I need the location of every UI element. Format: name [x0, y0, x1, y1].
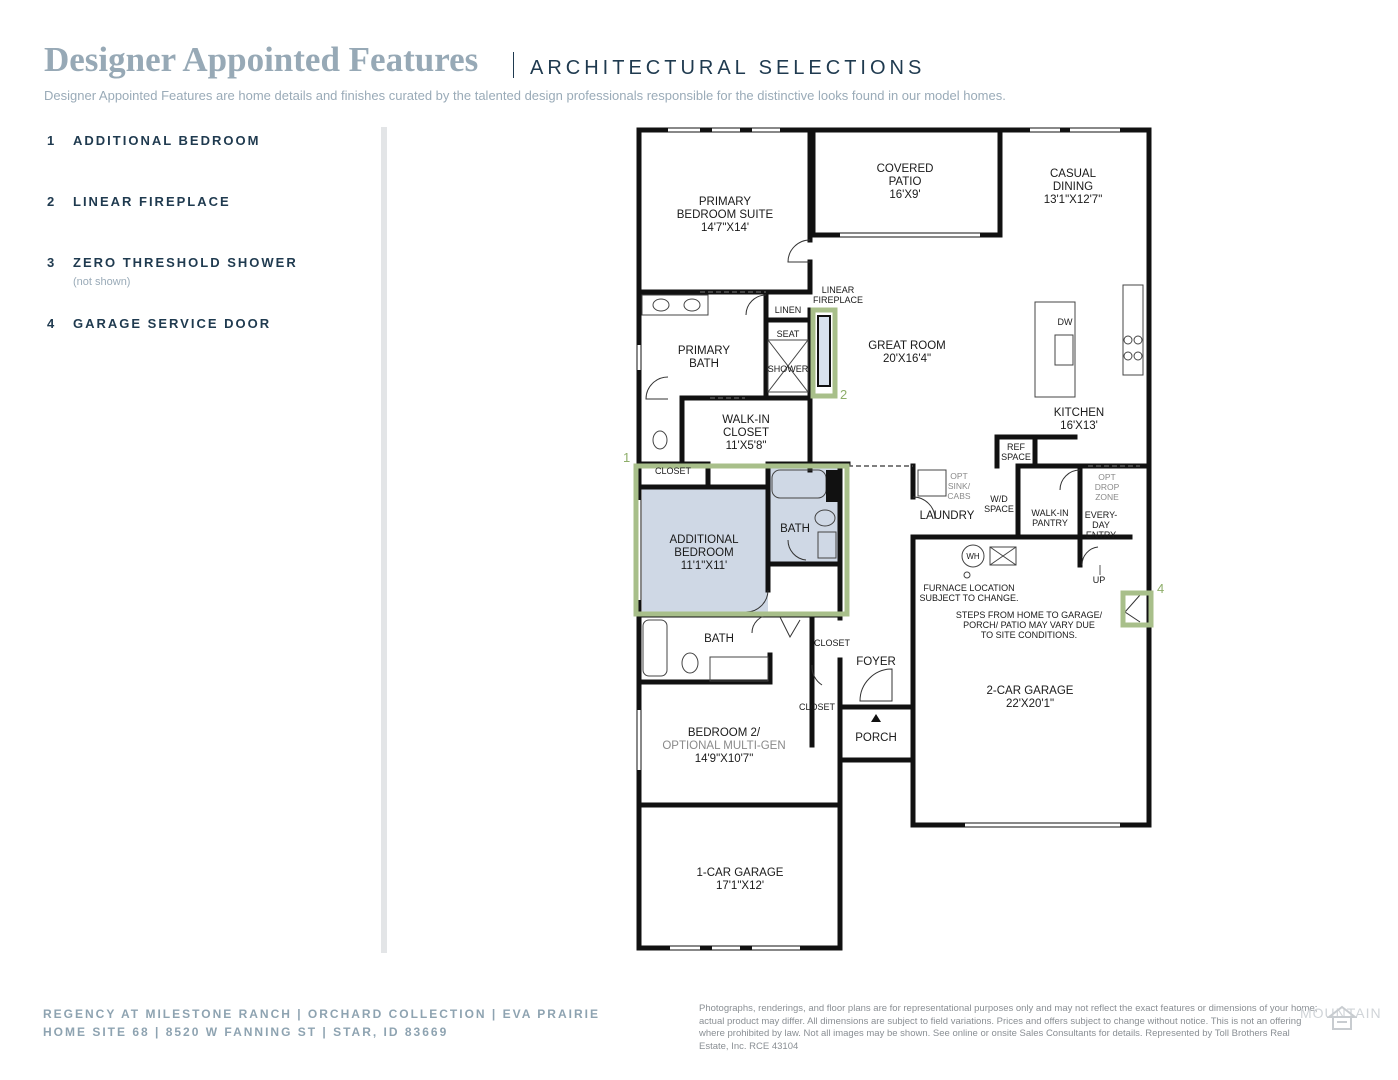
primary-bath-label: PRIMARY	[677, 345, 731, 357]
ref-space-label-2: SPACE	[1001, 452, 1031, 462]
feature-number: 1	[47, 133, 57, 148]
primary-suite-label-2: BEDROOM SUITE	[676, 209, 774, 221]
additional-bedroom-label-2: BEDROOM	[674, 547, 734, 559]
bedroom2-label-2: OPTIONAL MULTI-GEN	[662, 740, 786, 752]
watermark: MOUNTAIN	[1300, 1005, 1382, 1021]
walkin-pantry-label: WALK-IN	[1031, 508, 1069, 518]
seat-label: SEAT	[776, 329, 800, 339]
primary-suite-label: PRIMARY	[698, 196, 752, 208]
porch-arrow-icon	[871, 714, 881, 722]
garage2-size: 22'X20'1"	[1005, 698, 1055, 710]
footer-disclaimer: Photographs, renderings, and floor plans are for representational purposes only and may not reflect the exact features or dimensions of your home; actual product may differ. All dimensions are subject to field variations. Prices and offers subject to change without notice. This is not an offering where prohibited by law. Not all images may be shown. See online or onsite Sales Consultants for details. Represented by Toll Brothers Real Estate, Inc. RCE 43104	[699, 1003, 1318, 1052]
opt-drop-label-2: DROP	[1094, 482, 1120, 492]
feature-label: GARAGE SERVICE DOOR	[73, 316, 272, 331]
additional-bedroom-size: 11'1"X11'	[680, 560, 728, 572]
page-subtitle: ARCHITECTURAL SELECTIONS	[530, 57, 926, 79]
walkin-closet-size: 11'X5'8"	[725, 440, 767, 452]
fireplace-icon	[818, 316, 830, 386]
dw-label: DW	[1057, 317, 1073, 327]
steps-note-3: TO SITE CONDITIONS.	[980, 630, 1078, 640]
opt-sink-label-3: CABS	[947, 491, 971, 501]
closet3-label: CLOSET	[798, 702, 836, 712]
wd-space-label-2: SPACE	[984, 504, 1014, 514]
shower-label: SHOWER	[767, 364, 809, 374]
casual-dining-size: 13'1"X12'7"	[1043, 194, 1103, 206]
closet-label: CLOSET	[654, 466, 692, 476]
garage2-label: 2-CAR GARAGE	[986, 685, 1074, 697]
walkin-closet-label: WALK-IN	[722, 414, 770, 426]
marker-4: 4	[1157, 581, 1165, 596]
opt-sink-label: OPT	[950, 471, 968, 481]
bedroom2-label: BEDROOM 2/	[687, 727, 761, 739]
covered-patio-size: 16'X9'	[889, 189, 921, 201]
bath-label: BATH	[780, 523, 810, 535]
great-room-label: GREAT ROOM	[868, 340, 946, 352]
up-label: UP	[1092, 575, 1106, 585]
marker-1: 1	[623, 450, 631, 465]
casual-dining-label: CASUAL	[1049, 168, 1097, 180]
ref-space-label: REF	[1007, 442, 1025, 452]
covered-patio-label: COVERED	[876, 163, 934, 175]
opt-drop-label-3: ZONE	[1095, 492, 1119, 502]
garage1-size: 17'1"X12'	[715, 880, 765, 892]
tub-end	[826, 470, 838, 502]
primary-suite-size: 14'7"X14'	[700, 222, 750, 234]
bath2-label: BATH	[704, 633, 734, 645]
wd-space-label: W/D	[990, 494, 1008, 504]
bedroom2-size: 14'9"X10'7"	[694, 753, 754, 765]
page-title: Designer Appointed Features	[44, 40, 479, 79]
porch-label: PORCH	[855, 732, 897, 744]
garage1-label: 1-CAR GARAGE	[696, 867, 784, 879]
laundry-label: LAUNDRY	[919, 510, 975, 522]
fireplace-label: LINEAR	[821, 285, 855, 295]
walkin-pantry-label-2: PANTRY	[1032, 518, 1068, 528]
covered-patio-label-2: PATIO	[888, 176, 922, 188]
wh-label: WH	[966, 552, 980, 561]
closet2-label: CLOSET	[813, 638, 851, 648]
kitchen-size: 16'X13'	[1060, 420, 1098, 432]
casual-dining-label-2: DINING	[1052, 181, 1094, 193]
feature-number: 2	[47, 194, 57, 209]
opt-sink-label-2: SINK/	[947, 481, 971, 491]
great-room-size: 20'X16'4"	[882, 353, 932, 365]
everyday-entry-label: EVERY-	[1084, 510, 1118, 520]
additional-bedroom-label: ADDITIONAL	[669, 534, 739, 546]
equal-housing-icon	[1327, 1005, 1357, 1037]
feature-label: ADDITIONAL BEDROOM	[73, 133, 261, 148]
foyer-label: FOYER	[856, 656, 896, 668]
furnace-label: FURNACE LOCATION	[923, 583, 1015, 593]
linen-label: LINEN	[774, 305, 802, 315]
steps-note-2: PORCH/ PATIO MAY VARY DUE	[963, 620, 1095, 630]
feature-number: 4	[47, 316, 57, 331]
walkin-closet-label-2: CLOSET	[722, 427, 770, 439]
steps-note: STEPS FROM HOME TO GARAGE/	[955, 610, 1103, 620]
opt-drop-label: OPT	[1098, 472, 1116, 482]
footer-community: REGENCY AT MILESTONE RANCH | ORCHARD COLLECTION | EVA PRAIRIE	[43, 1007, 600, 1021]
feature-number: 3	[47, 255, 57, 270]
feature-label: ZERO THRESHOLD SHOWER	[73, 255, 298, 270]
everyday-entry-label-3: ENTRY	[1085, 530, 1117, 540]
everyday-entry-label-2: DAY	[1092, 520, 1110, 530]
feature-label: LINEAR FIREPLACE	[73, 194, 231, 209]
marker-2: 2	[840, 387, 848, 402]
fireplace-label-2: FIREPLACE	[812, 295, 864, 305]
primary-bath-label-2: BATH	[689, 358, 719, 370]
kitchen-label: KITCHEN	[1053, 407, 1105, 419]
page-description: Designer Appointed Features are home details and finishes curated by the talented design professionals responsible for the distinctive looks found in our model homes.	[44, 88, 1006, 103]
furnace-label-2: SUBJECT TO CHANGE.	[919, 593, 1019, 603]
feature-note: (not shown)	[73, 276, 131, 288]
footer-address: HOME SITE 68 | 8520 W FANNING ST | STAR, ID 83669	[43, 1025, 449, 1039]
